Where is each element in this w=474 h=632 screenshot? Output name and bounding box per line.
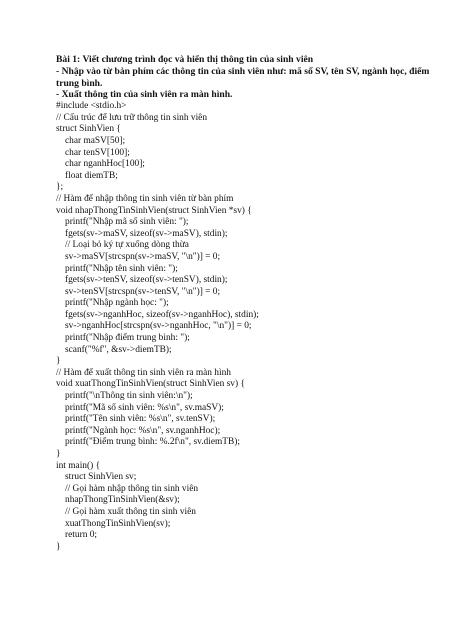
code-line: // Cấu trúc để lưu trữ thông tin sinh viên [56, 112, 208, 123]
code-line: fgets(sv->maSV, sizeof(sv->maSV), stdin); [65, 228, 228, 239]
code-line: char nganhHoc[100]; [65, 159, 145, 170]
code-line: struct SinhVien { [56, 124, 121, 135]
code-line: printf("\nThông tin sinh viên:\n"); [65, 391, 193, 402]
code-line: fgets(sv->tenSV, sizeof(sv->tenSV), stdin); [65, 275, 228, 286]
code-line: // Hàm để nhập thông tin sinh viên từ bàn phím [56, 193, 234, 204]
code-line: sv->tenSV[strcspn(sv->tenSV, "\n")] = 0; [65, 286, 221, 297]
code-line: printf("Điểm trung bình: %.2f\n", sv.diemTB); [65, 437, 240, 448]
code-line: } [56, 356, 61, 367]
document-title: Bài 1: Viết chương trình đọc và hiển thị thông tin của sinh viên [56, 54, 314, 65]
code-line: int main() { [56, 460, 101, 471]
code-line: scanf("%f", &sv->diemTB); [65, 344, 172, 355]
code-line: } [56, 449, 61, 459]
code-line: float diemTB; [65, 170, 118, 181]
code-line: printf("Nhập điểm trung bình: "); [65, 333, 190, 344]
code-line: return 0; [65, 530, 98, 541]
code-line: #include <stdio.h> [56, 101, 127, 112]
code-line: char maSV[50]; [65, 135, 126, 146]
code-line: sv->maSV[strcspn(sv->maSV, "\n")] = 0; [65, 251, 221, 262]
code-line: // Gọi hàm xuất thông tin sinh viên [65, 506, 196, 517]
code-line: // Hàm để xuất thông tin sinh viên ra màn hình [56, 367, 231, 378]
code-line: printf("Mã số sinh viên: %s\n", sv.maSV); [65, 402, 224, 413]
code-line: printf("Nhập tên sinh viên: "); [65, 263, 178, 274]
code-line: xuatThongTinSinhVien(sv); [65, 518, 171, 529]
code-line: struct SinhVien sv; [65, 472, 137, 483]
code-line: } [56, 541, 61, 552]
code-line: nhapThongTinSinhVien(&sv); [65, 495, 180, 506]
requirement-input: - Nhập vào từ bàn phím các thông tin của sinh viên như: mã số SV, tên SV, ngành học, điểm trung bình. [56, 65, 430, 89]
code-line: fgets(sv->nganhHoc, sizeof(sv->nganhHoc), stdin); [65, 309, 259, 320]
requirement-output: - Xuất thông tin của sinh viên ra màn hình. [56, 89, 233, 101]
code-line: sv->nganhHoc[strcspn(sv->nganhHoc, "\n")] = 0; [65, 321, 252, 332]
code-line: printf("Nhập mã số sinh viên: "); [65, 217, 189, 228]
document-page [56, 54, 436, 553]
code-line: printf("Ngành học: %s\n", sv.nganhHoc); [65, 425, 221, 436]
code-line: // Gọi hàm nhập thông tin sinh viên [65, 483, 199, 494]
code-line: printf("Tên sinh viên: %s\n", sv.tenSV); [65, 414, 216, 425]
code-line: char tenSV[100]; [65, 147, 130, 158]
code-line: }; [56, 182, 64, 193]
code-line: // Loại bỏ ký tự xuống dòng thừa [65, 240, 189, 251]
code-line: void xuatThongTinSinhVien(struct SinhVien sv) { [56, 379, 245, 390]
code-line: printf("Nhập ngành học: "); [65, 298, 169, 309]
code-line: void nhapThongTinSinhVien(struct SinhVien *sv) { [56, 205, 252, 216]
code-listing [56, 101, 436, 553]
